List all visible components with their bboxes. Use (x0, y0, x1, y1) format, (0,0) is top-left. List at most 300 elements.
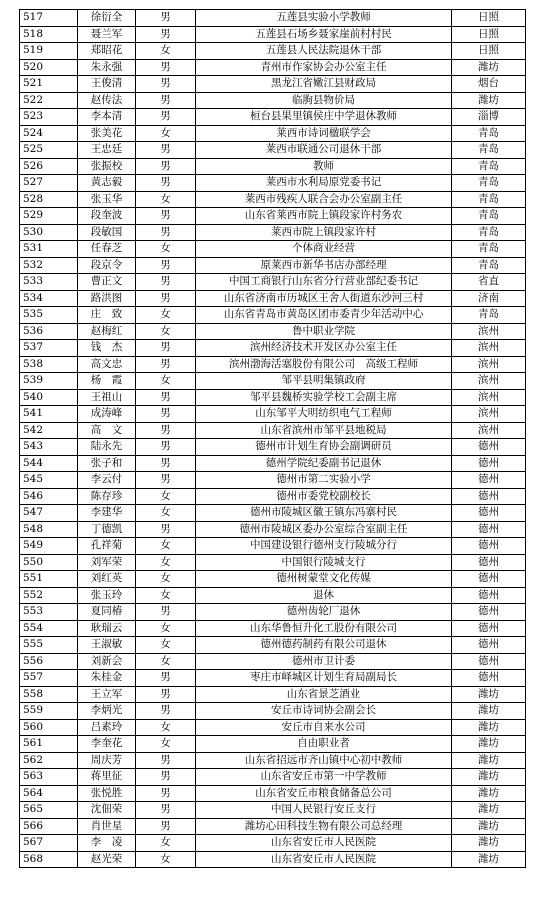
cell-work-unit: 自由职业者 (196, 736, 452, 753)
cell-name: 蒋里征 (78, 769, 136, 786)
table-row (20, 587, 526, 604)
cell-serial-number: 526 (20, 158, 78, 175)
cell-name: 丁德凯 (78, 521, 136, 538)
table-row (20, 241, 526, 258)
table-row (20, 290, 526, 307)
cell-gender: 女 (136, 125, 196, 142)
cell-name: 朱永强 (78, 59, 136, 76)
cell-gender: 女 (136, 653, 196, 670)
cell-work-unit: 退休 (196, 587, 452, 604)
cell-name: 赵传法 (78, 92, 136, 109)
cell-serial-number: 553 (20, 604, 78, 621)
cell-region: 潍坊 (452, 752, 526, 769)
cell-work-unit: 山东邹平大明纺织电气工程师 (196, 406, 452, 423)
cell-serial-number: 517 (20, 10, 78, 27)
cell-work-unit: 莱西市诗词楹联学会 (196, 125, 452, 142)
cell-region: 滨州 (452, 406, 526, 423)
cell-name: 赵梅红 (78, 323, 136, 340)
cell-region: 青岛 (452, 142, 526, 159)
cell-name: 庄 致 (78, 307, 136, 324)
cell-serial-number: 527 (20, 175, 78, 192)
cell-gender: 男 (136, 208, 196, 225)
table-row (20, 307, 526, 324)
cell-region: 德州 (452, 637, 526, 654)
table-row (20, 439, 526, 456)
cell-name: 高 文 (78, 422, 136, 439)
table-row (20, 752, 526, 769)
cell-gender: 女 (136, 373, 196, 390)
cell-serial-number: 533 (20, 274, 78, 291)
cell-region: 潍坊 (452, 769, 526, 786)
table-row (20, 554, 526, 571)
cell-region: 潍坊 (452, 835, 526, 852)
cell-name: 黄志毅 (78, 175, 136, 192)
cell-region: 省直 (452, 274, 526, 291)
cell-gender: 男 (136, 752, 196, 769)
cell-serial-number: 565 (20, 802, 78, 819)
cell-gender: 女 (136, 620, 196, 637)
cell-work-unit: 德州市卫计委 (196, 653, 452, 670)
cell-region: 潍坊 (452, 851, 526, 868)
cell-work-unit: 山东省青岛市黄岛区团市委青少年活动中心 (196, 307, 452, 324)
cell-serial-number: 520 (20, 59, 78, 76)
cell-region: 日照 (452, 26, 526, 43)
cell-gender: 男 (136, 109, 196, 126)
cell-work-unit: 原莱西市新华书店办部经理 (196, 257, 452, 274)
cell-serial-number: 559 (20, 703, 78, 720)
cell-work-unit: 山东省安丘市第一中学教师 (196, 769, 452, 786)
cell-gender: 男 (136, 439, 196, 456)
cell-gender: 男 (136, 158, 196, 175)
cell-name: 李本清 (78, 109, 136, 126)
cell-region: 德州 (452, 488, 526, 505)
cell-work-unit: 邹平县魏桥实验学校工会副主席 (196, 389, 452, 406)
cell-serial-number: 564 (20, 785, 78, 802)
cell-gender: 女 (136, 637, 196, 654)
cell-name: 张悦胜 (78, 785, 136, 802)
table-row (20, 736, 526, 753)
cell-gender: 男 (136, 802, 196, 819)
cell-region: 德州 (452, 670, 526, 687)
cell-serial-number: 541 (20, 406, 78, 423)
roster-sheet (19, 9, 525, 868)
cell-region: 日照 (452, 43, 526, 60)
table-row (20, 604, 526, 621)
cell-work-unit: 德州市计划生育协会副调研员 (196, 439, 452, 456)
cell-work-unit: 山东省安丘市人民医院 (196, 851, 452, 868)
cell-gender: 男 (136, 455, 196, 472)
cell-serial-number: 549 (20, 538, 78, 555)
cell-work-unit: 德州学院纪委副书记退休 (196, 455, 452, 472)
cell-work-unit: 临朐县物价局 (196, 92, 452, 109)
cell-region: 德州 (452, 439, 526, 456)
cell-work-unit: 德州市委党校副校长 (196, 488, 452, 505)
table-row (20, 224, 526, 241)
cell-gender: 男 (136, 59, 196, 76)
cell-region: 青岛 (452, 191, 526, 208)
cell-serial-number: 534 (20, 290, 78, 307)
table-row (20, 785, 526, 802)
cell-work-unit: 中国工商银行山东省分行营业部纪委书记 (196, 274, 452, 291)
cell-gender: 男 (136, 472, 196, 489)
cell-region: 潍坊 (452, 686, 526, 703)
cell-work-unit: 枣庄市峄城区计划生育局副局长 (196, 670, 452, 687)
cell-gender: 女 (136, 554, 196, 571)
cell-serial-number: 528 (20, 191, 78, 208)
cell-serial-number: 543 (20, 439, 78, 456)
table-row (20, 175, 526, 192)
cell-gender: 女 (136, 505, 196, 522)
cell-region: 德州 (452, 571, 526, 588)
roster-table (19, 9, 526, 868)
table-row (20, 158, 526, 175)
table-row (20, 274, 526, 291)
cell-gender: 女 (136, 851, 196, 868)
table-row (20, 637, 526, 654)
table-row (20, 142, 526, 159)
cell-name: 成涛峰 (78, 406, 136, 423)
cell-serial-number: 523 (20, 109, 78, 126)
cell-work-unit: 滨州经济技术开发区办公室主任 (196, 340, 452, 357)
cell-region: 德州 (452, 521, 526, 538)
cell-name: 任春芝 (78, 241, 136, 258)
cell-region: 青岛 (452, 208, 526, 225)
cell-work-unit: 莱西市残疾人联合会办公室副主任 (196, 191, 452, 208)
table-row (20, 505, 526, 522)
cell-work-unit: 安丘市自来水公司 (196, 719, 452, 736)
cell-gender: 男 (136, 274, 196, 291)
cell-serial-number: 530 (20, 224, 78, 241)
cell-work-unit: 青州市作家协会办公室主任 (196, 59, 452, 76)
table-row (20, 703, 526, 720)
cell-gender: 男 (136, 406, 196, 423)
cell-work-unit: 滨州渤海活塞股份有限公司 高级工程师 (196, 356, 452, 373)
cell-serial-number: 562 (20, 752, 78, 769)
cell-gender: 男 (136, 340, 196, 357)
table-row (20, 488, 526, 505)
cell-region: 潍坊 (452, 703, 526, 720)
cell-region: 潍坊 (452, 802, 526, 819)
cell-region: 滨州 (452, 373, 526, 390)
cell-serial-number: 540 (20, 389, 78, 406)
cell-name: 张振校 (78, 158, 136, 175)
cell-name: 钱 杰 (78, 340, 136, 357)
table-row (20, 686, 526, 703)
table-row (20, 422, 526, 439)
cell-serial-number: 563 (20, 769, 78, 786)
cell-region: 青岛 (452, 125, 526, 142)
cell-gender: 女 (136, 736, 196, 753)
cell-region: 德州 (452, 653, 526, 670)
cell-region: 滨州 (452, 389, 526, 406)
cell-work-unit: 山东华鲁恒升化工股份有限公司 (196, 620, 452, 637)
cell-region: 青岛 (452, 175, 526, 192)
cell-work-unit: 鲁中职业学院 (196, 323, 452, 340)
cell-region: 淄博 (452, 109, 526, 126)
cell-gender: 男 (136, 670, 196, 687)
cell-work-unit: 德州德药制药有限公司退休 (196, 637, 452, 654)
cell-gender: 女 (136, 323, 196, 340)
table-row (20, 356, 526, 373)
table-row (20, 109, 526, 126)
cell-name: 李炳光 (78, 703, 136, 720)
table-row (20, 59, 526, 76)
table-row (20, 340, 526, 357)
table-row (20, 653, 526, 670)
cell-region: 德州 (452, 554, 526, 571)
cell-serial-number: 537 (20, 340, 78, 357)
cell-name: 曹正文 (78, 274, 136, 291)
cell-work-unit: 五莲县实验小学教师 (196, 10, 452, 27)
cell-work-unit: 邹平县明集镇政府 (196, 373, 452, 390)
cell-work-unit: 中国银行陵城支行 (196, 554, 452, 571)
cell-region: 青岛 (452, 158, 526, 175)
cell-work-unit: 中国人民银行安丘支行 (196, 802, 452, 819)
cell-name: 张玉华 (78, 191, 136, 208)
cell-gender: 男 (136, 604, 196, 621)
table-row (20, 719, 526, 736)
table-row (20, 521, 526, 538)
cell-work-unit: 山东省滨州市邹平县地税局 (196, 422, 452, 439)
cell-name: 肖世星 (78, 818, 136, 835)
table-row (20, 455, 526, 472)
cell-name: 赵光荣 (78, 851, 136, 868)
cell-name: 张玉玲 (78, 587, 136, 604)
cell-name: 刘新会 (78, 653, 136, 670)
cell-name: 王俊清 (78, 76, 136, 93)
cell-region: 潍坊 (452, 719, 526, 736)
cell-work-unit: 山东省安丘市人民医院 (196, 835, 452, 852)
cell-serial-number: 542 (20, 422, 78, 439)
cell-serial-number: 551 (20, 571, 78, 588)
cell-gender: 男 (136, 422, 196, 439)
cell-serial-number: 518 (20, 26, 78, 43)
cell-work-unit: 桓台县果里镇侯庄中学退休教师 (196, 109, 452, 126)
cell-serial-number: 524 (20, 125, 78, 142)
cell-region: 潍坊 (452, 736, 526, 753)
table-row (20, 571, 526, 588)
cell-serial-number: 522 (20, 92, 78, 109)
cell-name: 王立军 (78, 686, 136, 703)
cell-gender: 女 (136, 719, 196, 736)
cell-serial-number: 547 (20, 505, 78, 522)
cell-work-unit: 黑龙江省嫩江县财政局 (196, 76, 452, 93)
cell-gender: 女 (136, 307, 196, 324)
table-row (20, 26, 526, 43)
cell-work-unit: 德州市陵城区徽王镇东冯寨村民 (196, 505, 452, 522)
cell-gender: 男 (136, 257, 196, 274)
cell-name: 吕素玲 (78, 719, 136, 736)
cell-name: 郑昭花 (78, 43, 136, 60)
cell-name: 徐衍全 (78, 10, 136, 27)
cell-name: 刘军荣 (78, 554, 136, 571)
cell-gender: 男 (136, 785, 196, 802)
cell-gender: 男 (136, 76, 196, 93)
cell-serial-number: 546 (20, 488, 78, 505)
cell-name: 夏同椿 (78, 604, 136, 621)
cell-gender: 男 (136, 356, 196, 373)
cell-serial-number: 535 (20, 307, 78, 324)
cell-gender: 男 (136, 769, 196, 786)
cell-work-unit: 山东省安丘市粮食储备总公司 (196, 785, 452, 802)
cell-region: 德州 (452, 620, 526, 637)
cell-gender: 男 (136, 175, 196, 192)
cell-gender: 男 (136, 224, 196, 241)
cell-name: 李云付 (78, 472, 136, 489)
table-row (20, 191, 526, 208)
cell-name: 张美花 (78, 125, 136, 142)
cell-serial-number: 552 (20, 587, 78, 604)
table-row (20, 373, 526, 390)
cell-region: 烟台 (452, 76, 526, 93)
cell-serial-number: 561 (20, 736, 78, 753)
table-row (20, 43, 526, 60)
cell-region: 滨州 (452, 323, 526, 340)
cell-name: 耿瑞云 (78, 620, 136, 637)
cell-gender: 男 (136, 26, 196, 43)
cell-name: 朱桂金 (78, 670, 136, 687)
cell-gender: 女 (136, 538, 196, 555)
cell-region: 日照 (452, 10, 526, 27)
cell-serial-number: 557 (20, 670, 78, 687)
cell-serial-number: 521 (20, 76, 78, 93)
cell-gender: 男 (136, 686, 196, 703)
cell-gender: 女 (136, 488, 196, 505)
cell-name: 沈佃荣 (78, 802, 136, 819)
cell-gender: 女 (136, 835, 196, 852)
cell-name: 李 凌 (78, 835, 136, 852)
cell-work-unit: 莱西市联通公司退休干部 (196, 142, 452, 159)
cell-region: 滨州 (452, 340, 526, 357)
cell-work-unit: 山东省景芝酒业 (196, 686, 452, 703)
cell-name: 王祖山 (78, 389, 136, 406)
cell-work-unit: 五莲县人民法院退休干部 (196, 43, 452, 60)
table-row (20, 92, 526, 109)
cell-name: 张子和 (78, 455, 136, 472)
cell-work-unit: 山东省莱西市院上镇段家许村务农 (196, 208, 452, 225)
cell-serial-number: 567 (20, 835, 78, 852)
table-row (20, 851, 526, 868)
cell-name: 李建华 (78, 505, 136, 522)
cell-name: 李奎花 (78, 736, 136, 753)
table-row (20, 472, 526, 489)
cell-gender: 女 (136, 587, 196, 604)
cell-work-unit: 德州树蒙堂文化传媒 (196, 571, 452, 588)
cell-region: 青岛 (452, 224, 526, 241)
cell-region: 德州 (452, 505, 526, 522)
table-row (20, 802, 526, 819)
cell-name: 高文忠 (78, 356, 136, 373)
table-row (20, 769, 526, 786)
cell-work-unit: 德州齿轮厂退休 (196, 604, 452, 621)
cell-name: 段敏国 (78, 224, 136, 241)
cell-serial-number: 550 (20, 554, 78, 571)
cell-serial-number: 560 (20, 719, 78, 736)
cell-name: 刘红英 (78, 571, 136, 588)
cell-name: 聂兰军 (78, 26, 136, 43)
table-row (20, 406, 526, 423)
cell-work-unit: 潍坊心田科技生物有限公司总经理 (196, 818, 452, 835)
cell-work-unit: 莱西市水利局原党委书记 (196, 175, 452, 192)
table-row (20, 538, 526, 555)
cell-name: 王忠廷 (78, 142, 136, 159)
cell-serial-number: 538 (20, 356, 78, 373)
cell-work-unit: 山东省招远市齐山镇中心初中教师 (196, 752, 452, 769)
cell-serial-number: 529 (20, 208, 78, 225)
cell-region: 德州 (452, 472, 526, 489)
cell-gender: 男 (136, 703, 196, 720)
cell-serial-number: 525 (20, 142, 78, 159)
cell-region: 滨州 (452, 422, 526, 439)
cell-region: 潍坊 (452, 785, 526, 802)
cell-name: 段京令 (78, 257, 136, 274)
cell-gender: 男 (136, 92, 196, 109)
cell-name: 路洪图 (78, 290, 136, 307)
cell-gender: 男 (136, 10, 196, 27)
cell-region: 德州 (452, 587, 526, 604)
cell-serial-number: 536 (20, 323, 78, 340)
cell-work-unit: 安丘市诗词协会副会长 (196, 703, 452, 720)
cell-name: 孔祥菊 (78, 538, 136, 555)
cell-serial-number: 519 (20, 43, 78, 60)
cell-serial-number: 555 (20, 637, 78, 654)
table-row (20, 670, 526, 687)
cell-work-unit: 莱西市院上镇段家许村 (196, 224, 452, 241)
cell-serial-number: 544 (20, 455, 78, 472)
cell-serial-number: 548 (20, 521, 78, 538)
cell-region: 青岛 (452, 257, 526, 274)
cell-serial-number: 558 (20, 686, 78, 703)
cell-work-unit: 五莲县石场乡聂家崖前村村民 (196, 26, 452, 43)
cell-serial-number: 566 (20, 818, 78, 835)
cell-gender: 女 (136, 241, 196, 258)
table-row (20, 620, 526, 637)
cell-work-unit: 德州市陵城区委办公室综合室副主任 (196, 521, 452, 538)
table-row (20, 125, 526, 142)
cell-region: 潍坊 (452, 818, 526, 835)
cell-serial-number: 531 (20, 241, 78, 258)
roster-table-body (20, 10, 526, 868)
cell-name: 段奎波 (78, 208, 136, 225)
table-row (20, 208, 526, 225)
table-row (20, 835, 526, 852)
table-row (20, 10, 526, 27)
cell-serial-number: 532 (20, 257, 78, 274)
cell-name: 杨 霞 (78, 373, 136, 390)
cell-name: 王淑敏 (78, 637, 136, 654)
cell-gender: 女 (136, 571, 196, 588)
table-row (20, 76, 526, 93)
cell-serial-number: 568 (20, 851, 78, 868)
cell-work-unit: 山东省济南市历城区王舍人街道东沙河三村 (196, 290, 452, 307)
cell-region: 德州 (452, 538, 526, 555)
cell-serial-number: 539 (20, 373, 78, 390)
cell-region: 德州 (452, 455, 526, 472)
cell-region: 潍坊 (452, 92, 526, 109)
cell-gender: 男 (136, 818, 196, 835)
cell-serial-number: 545 (20, 472, 78, 489)
cell-name: 陈存珍 (78, 488, 136, 505)
cell-region: 青岛 (452, 307, 526, 324)
cell-region: 济南 (452, 290, 526, 307)
cell-work-unit: 教师 (196, 158, 452, 175)
cell-work-unit: 个体商业经营 (196, 241, 452, 258)
cell-work-unit: 德州市第二实验小学 (196, 472, 452, 489)
cell-name: 陆永先 (78, 439, 136, 456)
cell-serial-number: 554 (20, 620, 78, 637)
cell-region: 潍坊 (452, 59, 526, 76)
cell-name: 周庆芳 (78, 752, 136, 769)
